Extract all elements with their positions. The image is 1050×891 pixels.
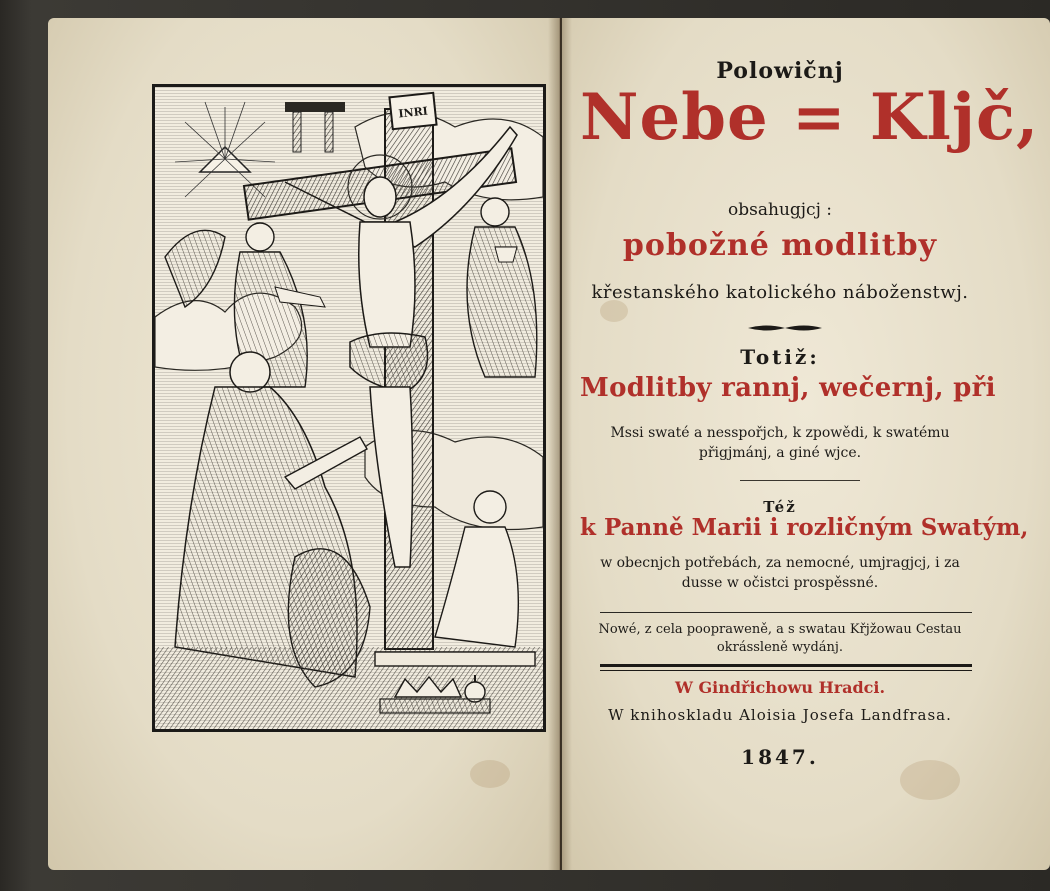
catholic-line: křestanského katolického náboženstwj. [591, 282, 969, 303]
namely-line: Totiž: [740, 345, 820, 369]
needs-line-2: dusse w očistci prospěssné. [681, 575, 879, 591]
fleuron-ornament [748, 323, 822, 333]
year-line: 1847. [741, 745, 819, 769]
morning-evening-heading: Modlitby rannj, wečernj, při [580, 373, 996, 403]
place-line: W Gindřichowu Hradci. [674, 678, 886, 697]
temple-column [293, 112, 301, 152]
printer-line: W knihoskladu Aloisia Josefa Landfrasa. [608, 706, 952, 724]
also-line: Též [763, 498, 797, 516]
edition-line-1: Nowé, z cela poopraweně, a s swatau Křjžowau Cestau [598, 622, 962, 637]
edition-line-2: okrássleně wydánj. [716, 640, 844, 655]
mass-line-2: přigjmánj, a giné wjce. [698, 445, 862, 461]
engraving-illustration [155, 87, 543, 729]
prayers-heading: pobožné modlitby [622, 228, 938, 263]
crucifixion-engraving [152, 84, 546, 732]
needs-line-1: w obecnjch potřebách, za nemocné, umjragjcj, i za [600, 555, 960, 571]
thin-rule [600, 670, 972, 671]
temple-column [325, 112, 333, 152]
inri-text: INRI [397, 104, 429, 121]
mass-line-1: Mssi swaté a nesspořjch, k zpowědi, k swatému [610, 425, 950, 441]
paper-stain [600, 300, 628, 322]
short-rule [740, 480, 860, 481]
altar-step [375, 652, 535, 666]
thick-rule [600, 664, 972, 667]
virgin-saints-heading: k Panně Marii i rozličným Swatým, [580, 514, 1029, 541]
main-title: Nebe = Kljč, [580, 80, 1040, 155]
small-title: Polowičnj [716, 58, 844, 84]
paper-stain [470, 760, 510, 788]
temple-pediment [285, 102, 345, 112]
rule [600, 612, 972, 613]
contains-line: obsahugjcj : [728, 200, 832, 220]
book-gutter [548, 18, 572, 870]
